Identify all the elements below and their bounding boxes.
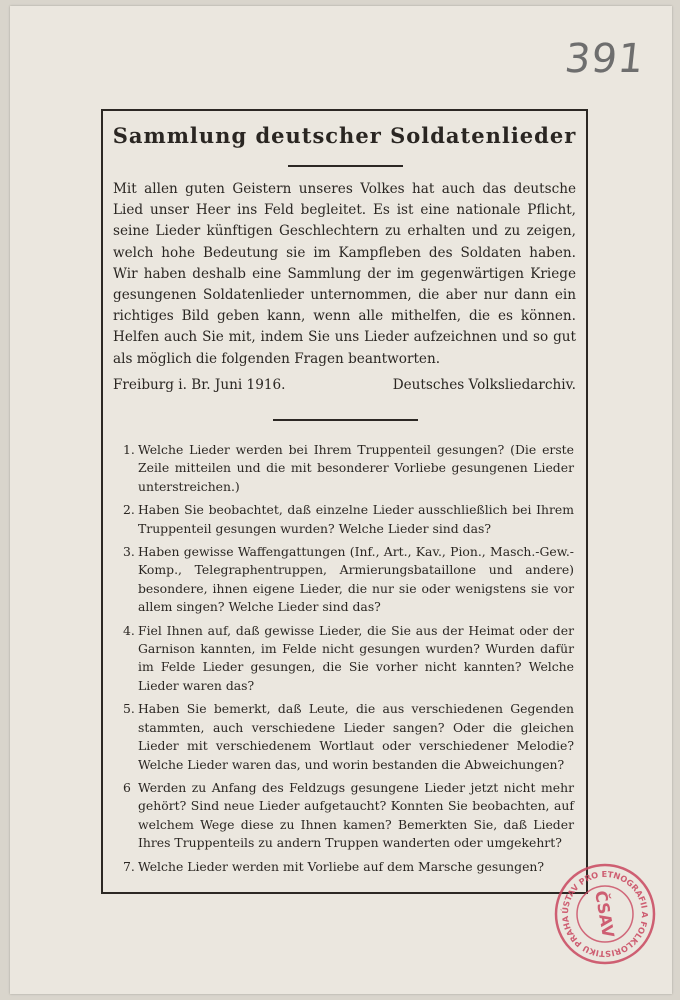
section-divider (273, 419, 418, 421)
question-text: Fiel Ihnen auf, daß gewisse Lieder, die Sie aus der Heimat oder der Garnison kannten, im Felde nicht gesungen wurden? Wurden dafür im Felde Lieder gesungen, die Sie vorher nicht kannten? Welche Lieder waren das? (138, 622, 574, 693)
question-number: 5. (123, 701, 135, 717)
question-item (123, 501, 574, 538)
question-number: 1. (123, 442, 135, 457)
title-divider (288, 165, 403, 167)
question-item (123, 858, 574, 876)
stamp-center-text: ČSAV (591, 889, 618, 940)
question-number: 2. (123, 502, 135, 518)
question-item (123, 779, 574, 853)
question-text: Welche Lieder werden bei Ihrem Truppenteil gesungen? (Die erste Zeile mitteilen und die mit besonderer Vorliebe gesungenen Lieder unterstreichen.) (138, 442, 574, 494)
document-title: Sammlung deutscher Soldatenlieder (112, 123, 577, 148)
institution-name: Deutsches Volksliedarchiv. (392, 377, 576, 393)
intro-paragraph: Mit allen guten Geistern unseres Volkes hat auch das deutsche Lied unser Heer ins Feld begleitet. Es ist eine nationale Pflicht, seine Lieder künftigen Geschlechtern zu erhalten und zu zeigen, welch hohe Bedeutung sie im Kampfleben des Soldaten haben. Wir haben deshalb eine Sammlung der im gegenwärtigen Kriege gesungenen Soldatenlieder unternommen, die aber nur dann ein richtiges Bild geben kann, wenn alle mithelfen, die es können. Helfen auch Sie mit, indem Sie uns Lieder aufzeichnen und so gut als möglich die folgenden Fragen beantworten. (113, 181, 576, 367)
question-item (123, 700, 574, 774)
stamp-ring-text: ÚSTAV PRO ETNOGRAFII A FOLKLORISTIKU PRAHA (559, 868, 651, 960)
question-text: Haben Sie beobachtet, daß einzelne Lieder ausschließlich bei Ihrem Truppenteil gesungen wurden? Welche Lieder sind das? (138, 502, 574, 536)
handwritten-page-number: 391 (562, 36, 647, 82)
question-text: Welche Lieder werden mit Vorliebe auf dem Marsche gesungen? (138, 858, 545, 874)
question-list (123, 441, 574, 881)
question-number: 6 (123, 779, 131, 795)
question-number: 7. (123, 858, 135, 874)
question-text: Haben gewisse Waffengattungen (Inf., Art., Kav., Pion., Masch.-Gew.-Komp., Telegraphentruppen, Armierungsbataillone und andere) besondere, ihnen eigene Lieder, die nur sie oder wenigstens sie vor allem singen? Welche Lieder sind das? (138, 544, 574, 615)
question-item (123, 441, 574, 496)
archive-stamp-icon (553, 862, 657, 966)
signature-line (113, 377, 576, 393)
document-sheet (10, 6, 672, 994)
question-number: 3. (123, 544, 135, 560)
questionnaire-frame (101, 109, 588, 894)
question-text: Werden zu Anfang des Feldzugs gesungene Lieder jetzt nicht mehr gehört? Sind neue Lieder aufgetaucht? Konnten Sie beobachten, auf welchem Wege diese zu Ihnen kamen? Bemerkten Sie, daß Lieder Ihres Truppenteils zu andern Truppen wanderten oder umgekehrt? (138, 779, 574, 851)
question-item (123, 543, 574, 617)
place-date: Freiburg i. Br. Juni 1916. (113, 377, 286, 393)
question-text: Haben Sie bemerkt, daß Leute, die aus verschiedenen Gegenden stammten, auch verschiedene Lieder sangen? Oder die gleichen Lieder mit verschiedenem Wortlaut oder verschiedener Melodie? Welche Lieder waren das, und worin bestanden die Abweichungen? (138, 701, 574, 772)
question-item (123, 622, 574, 696)
question-number: 4. (123, 622, 135, 638)
